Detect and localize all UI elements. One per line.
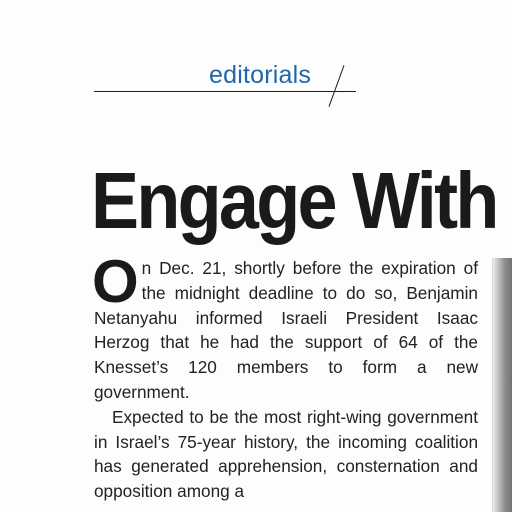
section-slash-divider bbox=[329, 65, 345, 107]
drop-cap: O bbox=[92, 248, 139, 315]
section-rule bbox=[94, 91, 356, 92]
article-paragraph-2: Expected to be the most right-wing government in Israel’s 75-year history, the incoming coalition has generated apprehension, consternation and opposition among a bbox=[94, 406, 478, 502]
article-paragraph-1 bbox=[92, 248, 478, 405]
section-label: editorials bbox=[209, 61, 312, 89]
paragraph-1-text: n Dec. 21, shortly before the expiration of the midnight deadline to do so, Benjamin Netanyahu informed Israeli President Isaac Herzog that he had the support of 64 of the Knesset’s 120 members to form a new government. bbox=[94, 258, 478, 402]
headline: Engage With bbox=[91, 156, 497, 245]
article-body bbox=[92, 248, 478, 504]
photo-edge bbox=[492, 258, 512, 512]
